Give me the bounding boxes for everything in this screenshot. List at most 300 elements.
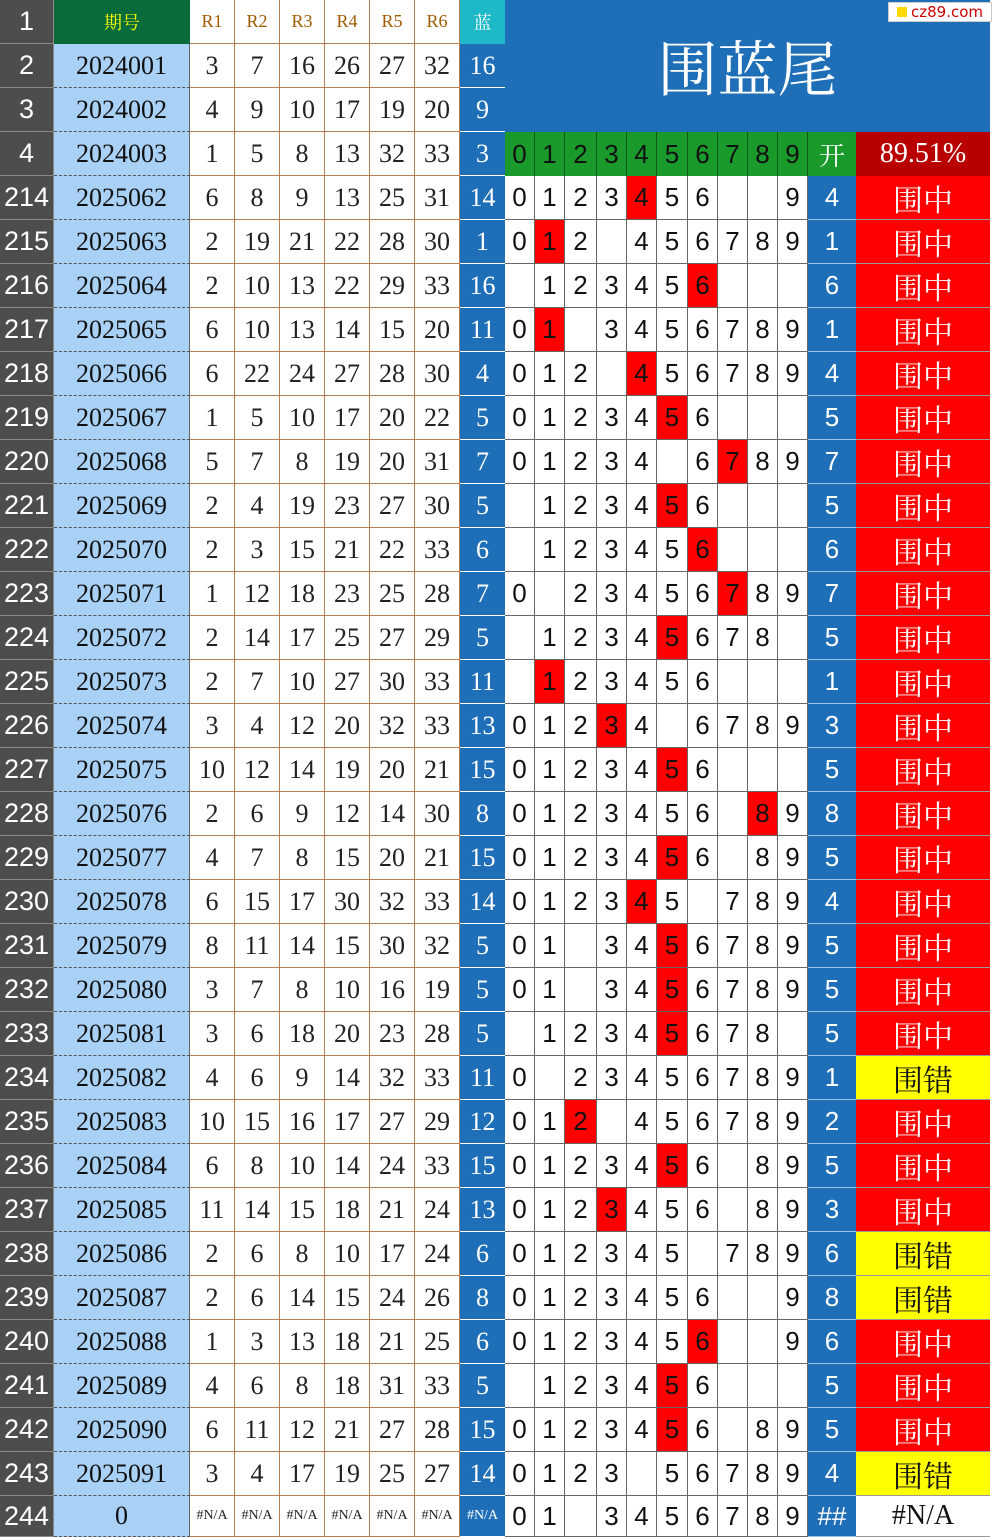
kai-number[interactable]: 5 xyxy=(808,616,856,660)
red-number[interactable]: 24 xyxy=(415,1188,460,1232)
red-number[interactable]: 12 xyxy=(235,572,280,616)
digit-cell[interactable]: 4 xyxy=(627,1188,657,1232)
red-number[interactable]: 26 xyxy=(415,1276,460,1320)
red-number[interactable]: 10 xyxy=(190,1100,235,1144)
kai-number[interactable]: 8 xyxy=(808,792,856,836)
red-number[interactable]: 3 xyxy=(190,704,235,748)
result-badge[interactable]: 围中 xyxy=(856,440,990,484)
red-number[interactable]: 25 xyxy=(415,1320,460,1364)
digit-cell[interactable] xyxy=(778,484,808,528)
digit-cell[interactable] xyxy=(688,880,718,924)
digit-cell[interactable]: 5 xyxy=(657,572,688,616)
red-number[interactable]: 31 xyxy=(415,176,460,220)
period-cell[interactable]: 2024001 xyxy=(54,44,190,88)
digit-cell[interactable]: 5 xyxy=(657,1364,688,1408)
red-number[interactable]: 4 xyxy=(190,1364,235,1408)
red-number[interactable]: 8 xyxy=(280,440,325,484)
red-number[interactable]: 8 xyxy=(280,132,325,176)
red-number[interactable]: 7 xyxy=(235,660,280,704)
digit-cell[interactable]: 2 xyxy=(565,1276,597,1320)
blue-number[interactable]: 6 xyxy=(460,528,505,572)
blue-number[interactable]: 3 xyxy=(460,132,505,176)
row-number[interactable]: 237 xyxy=(0,1188,54,1232)
red-number[interactable]: 5 xyxy=(235,396,280,440)
red-number[interactable]: 2 xyxy=(190,1232,235,1276)
digit-cell[interactable]: 3 xyxy=(597,968,627,1012)
digit-cell[interactable]: 6 xyxy=(688,1188,718,1232)
row-number[interactable]: 236 xyxy=(0,1144,54,1188)
blue-number[interactable]: 9 xyxy=(460,88,505,132)
digit-cell[interactable]: 3 xyxy=(597,748,627,792)
digit-cell[interactable]: 9 xyxy=(778,1056,808,1100)
red-number[interactable]: 32 xyxy=(370,880,415,924)
red-number[interactable]: 20 xyxy=(415,308,460,352)
red-number[interactable]: 10 xyxy=(280,1144,325,1188)
digit-cell[interactable]: 5 xyxy=(657,1056,688,1100)
digit-cell[interactable]: 7 xyxy=(718,1232,748,1276)
red-number[interactable]: 30 xyxy=(415,484,460,528)
header-red-1[interactable]: R1 xyxy=(190,0,235,44)
digit-cell[interactable]: 1 xyxy=(535,1276,565,1320)
digit-cell[interactable]: 3 xyxy=(597,308,627,352)
digit-cell[interactable]: 2 xyxy=(565,616,597,660)
red-number[interactable]: 15 xyxy=(325,1276,370,1320)
digit-cell[interactable]: 1 xyxy=(535,1320,565,1364)
red-number[interactable]: 20 xyxy=(370,748,415,792)
red-number[interactable]: 18 xyxy=(280,1012,325,1056)
digit-cell[interactable]: 4 xyxy=(627,220,657,264)
digit-cell[interactable]: 2 xyxy=(565,1056,597,1100)
red-number[interactable]: 30 xyxy=(370,924,415,968)
digit-cell[interactable] xyxy=(505,528,535,572)
digit-cell[interactable] xyxy=(748,484,778,528)
red-number[interactable]: 14 xyxy=(370,792,415,836)
red-number[interactable]: 6 xyxy=(235,1364,280,1408)
digit-cell[interactable]: 1 xyxy=(535,924,565,968)
digit-cell[interactable]: 3 xyxy=(597,616,627,660)
kai-number[interactable]: 6 xyxy=(808,528,856,572)
kai-number[interactable]: 1 xyxy=(808,660,856,704)
red-number[interactable]: 15 xyxy=(280,1188,325,1232)
digit-cell[interactable]: 2 xyxy=(565,1232,597,1276)
kai-number[interactable]: 5 xyxy=(808,1364,856,1408)
digit-cell[interactable]: 9 xyxy=(778,1188,808,1232)
period-cell[interactable]: 2025070 xyxy=(54,528,190,572)
red-number[interactable]: 13 xyxy=(325,176,370,220)
row-number[interactable]: 239 xyxy=(0,1276,54,1320)
red-number[interactable]: 32 xyxy=(370,132,415,176)
digit-cell[interactable] xyxy=(748,176,778,220)
digit-cell[interactable]: 8 xyxy=(748,308,778,352)
digit-cell[interactable] xyxy=(505,1364,535,1408)
digit-cell[interactable]: 2 xyxy=(565,572,597,616)
red-number[interactable]: 16 xyxy=(280,1100,325,1144)
red-number[interactable]: 10 xyxy=(235,264,280,308)
period-cell[interactable]: 2025062 xyxy=(54,176,190,220)
digit-cell[interactable] xyxy=(718,748,748,792)
red-number[interactable]: #N/A xyxy=(370,1496,415,1537)
digit-cell[interactable]: 5 xyxy=(657,660,688,704)
period-cell[interactable]: 2025072 xyxy=(54,616,190,660)
red-number[interactable]: 10 xyxy=(280,396,325,440)
red-number[interactable]: 30 xyxy=(415,792,460,836)
red-number[interactable]: 14 xyxy=(280,748,325,792)
blue-number[interactable]: 5 xyxy=(460,616,505,660)
digit-cell[interactable]: 4 xyxy=(627,924,657,968)
digit-cell[interactable]: 1 xyxy=(535,704,565,748)
red-number[interactable]: 15 xyxy=(325,924,370,968)
row-number[interactable]: 219 xyxy=(0,396,54,440)
red-number[interactable]: #N/A xyxy=(190,1496,235,1537)
digit-header-5[interactable]: 5 xyxy=(657,132,688,176)
digit-cell[interactable]: 5 xyxy=(657,616,688,660)
row-number[interactable]: 244 xyxy=(0,1496,54,1537)
red-number[interactable]: 18 xyxy=(325,1364,370,1408)
blue-number[interactable]: 14 xyxy=(460,880,505,924)
blue-number[interactable]: 5 xyxy=(460,396,505,440)
red-number[interactable]: 25 xyxy=(370,572,415,616)
red-number[interactable]: 8 xyxy=(235,1144,280,1188)
digit-cell[interactable]: 6 xyxy=(688,308,718,352)
red-number[interactable]: 30 xyxy=(370,660,415,704)
red-number[interactable]: 15 xyxy=(280,528,325,572)
digit-cell[interactable]: 4 xyxy=(627,1320,657,1364)
red-number[interactable]: 12 xyxy=(280,1408,325,1452)
red-number[interactable]: 10 xyxy=(280,88,325,132)
digit-cell[interactable]: 2 xyxy=(565,440,597,484)
blue-number[interactable]: 1 xyxy=(460,220,505,264)
result-badge[interactable]: 围中 xyxy=(856,704,990,748)
red-number[interactable]: 28 xyxy=(370,220,415,264)
digit-cell[interactable]: 2 xyxy=(565,660,597,704)
red-number[interactable]: 7 xyxy=(235,968,280,1012)
digit-cell[interactable]: 0 xyxy=(505,880,535,924)
header-period[interactable]: 期号 xyxy=(54,0,190,44)
red-number[interactable]: 3 xyxy=(235,528,280,572)
red-number[interactable]: 10 xyxy=(280,660,325,704)
red-number[interactable]: 8 xyxy=(235,176,280,220)
red-number[interactable]: 9 xyxy=(235,88,280,132)
red-number[interactable]: 14 xyxy=(280,1276,325,1320)
digit-cell[interactable]: 0 xyxy=(505,1100,535,1144)
result-badge[interactable]: 围中 xyxy=(856,616,990,660)
digit-cell[interactable]: 4 xyxy=(627,660,657,704)
kai-number[interactable]: 5 xyxy=(808,748,856,792)
kai-number[interactable]: 5 xyxy=(808,484,856,528)
digit-cell[interactable]: 1 xyxy=(535,352,565,396)
period-cell[interactable]: 2025077 xyxy=(54,836,190,880)
red-number[interactable]: 29 xyxy=(415,616,460,660)
digit-cell[interactable]: 1 xyxy=(535,396,565,440)
digit-cell[interactable] xyxy=(718,176,748,220)
row-number[interactable]: 218 xyxy=(0,352,54,396)
digit-cell[interactable]: 4 xyxy=(627,1144,657,1188)
digit-cell[interactable] xyxy=(505,616,535,660)
digit-cell[interactable]: 5 xyxy=(657,484,688,528)
red-number[interactable]: 24 xyxy=(280,352,325,396)
page-title[interactable]: 围蓝尾 xyxy=(505,0,990,132)
digit-cell[interactable]: 2 xyxy=(565,748,597,792)
red-number[interactable]: 20 xyxy=(370,396,415,440)
digit-cell[interactable]: 6 xyxy=(688,968,718,1012)
red-number[interactable]: 31 xyxy=(415,440,460,484)
red-number[interactable]: 22 xyxy=(235,352,280,396)
digit-cell[interactable]: 2 xyxy=(565,176,597,220)
red-number[interactable]: 19 xyxy=(280,484,325,528)
digit-cell[interactable]: 2 xyxy=(565,836,597,880)
digit-cell[interactable]: 3 xyxy=(597,1320,627,1364)
digit-cell[interactable]: 8 xyxy=(748,924,778,968)
digit-cell[interactable]: 3 xyxy=(597,572,627,616)
row-number[interactable]: 223 xyxy=(0,572,54,616)
red-number[interactable]: 4 xyxy=(235,484,280,528)
period-cell[interactable]: 2025065 xyxy=(54,308,190,352)
digit-cell[interactable]: 1 xyxy=(535,1012,565,1056)
digit-cell[interactable]: 2 xyxy=(565,264,597,308)
blue-number[interactable]: 13 xyxy=(460,704,505,748)
period-cell[interactable]: 2025081 xyxy=(54,1012,190,1056)
red-number[interactable]: 22 xyxy=(415,396,460,440)
digit-cell[interactable]: 2 xyxy=(565,484,597,528)
red-number[interactable]: 17 xyxy=(370,1232,415,1276)
digit-cell[interactable]: 2 xyxy=(565,1408,597,1452)
red-number[interactable]: 27 xyxy=(370,484,415,528)
red-number[interactable]: 4 xyxy=(190,88,235,132)
red-number[interactable]: 33 xyxy=(415,132,460,176)
red-number[interactable]: 28 xyxy=(370,352,415,396)
digit-cell[interactable]: 6 xyxy=(688,1100,718,1144)
digit-cell[interactable]: 3 xyxy=(597,1012,627,1056)
red-number[interactable]: 6 xyxy=(190,1144,235,1188)
digit-cell[interactable]: 4 xyxy=(627,1232,657,1276)
digit-cell[interactable]: 8 xyxy=(748,572,778,616)
kai-number[interactable]: 3 xyxy=(808,704,856,748)
red-number[interactable]: 4 xyxy=(190,1056,235,1100)
red-number[interactable]: 8 xyxy=(280,968,325,1012)
digit-cell[interactable]: 4 xyxy=(627,352,657,396)
digit-cell[interactable]: 1 xyxy=(535,616,565,660)
red-number[interactable]: 16 xyxy=(280,44,325,88)
digit-cell[interactable]: 5 xyxy=(657,264,688,308)
digit-cell[interactable]: 2 xyxy=(565,1452,597,1496)
digit-cell[interactable]: 3 xyxy=(597,440,627,484)
digit-cell[interactable]: 4 xyxy=(627,528,657,572)
digit-cell[interactable]: 6 xyxy=(688,924,718,968)
red-number[interactable]: 2 xyxy=(190,528,235,572)
digit-cell[interactable] xyxy=(597,220,627,264)
period-cell[interactable]: 2025074 xyxy=(54,704,190,748)
red-number[interactable]: 28 xyxy=(415,1408,460,1452)
digit-header-4[interactable]: 4 xyxy=(627,132,657,176)
digit-cell[interactable] xyxy=(718,484,748,528)
digit-cell[interactable]: 7 xyxy=(718,440,748,484)
digit-cell[interactable] xyxy=(748,1276,778,1320)
digit-cell[interactable]: 0 xyxy=(505,440,535,484)
red-number[interactable]: 20 xyxy=(370,440,415,484)
blue-number[interactable]: 15 xyxy=(460,1408,505,1452)
red-number[interactable]: 6 xyxy=(190,176,235,220)
digit-cell[interactable]: 6 xyxy=(688,176,718,220)
red-number[interactable]: 21 xyxy=(415,748,460,792)
digit-cell[interactable]: 8 xyxy=(748,1232,778,1276)
digit-cell[interactable]: 4 xyxy=(627,484,657,528)
period-cell[interactable]: 2024003 xyxy=(54,132,190,176)
period-cell[interactable]: 2025075 xyxy=(54,748,190,792)
digit-cell[interactable]: 2 xyxy=(565,528,597,572)
red-number[interactable]: 19 xyxy=(370,88,415,132)
digit-cell[interactable]: 9 xyxy=(778,792,808,836)
row-number[interactable]: 232 xyxy=(0,968,54,1012)
digit-cell[interactable]: 5 xyxy=(657,528,688,572)
digit-cell[interactable]: 4 xyxy=(627,396,657,440)
digit-cell[interactable]: 4 xyxy=(627,704,657,748)
red-number[interactable]: 9 xyxy=(280,176,325,220)
kai-number[interactable]: 5 xyxy=(808,968,856,1012)
red-number[interactable]: 14 xyxy=(325,1144,370,1188)
digit-cell[interactable]: 4 xyxy=(627,1496,657,1537)
row-number[interactable]: 220 xyxy=(0,440,54,484)
period-cell[interactable]: 2025087 xyxy=(54,1276,190,1320)
digit-cell[interactable]: 5 xyxy=(657,836,688,880)
red-number[interactable]: 17 xyxy=(325,1100,370,1144)
blue-number[interactable]: 11 xyxy=(460,1056,505,1100)
digit-cell[interactable]: 5 xyxy=(657,924,688,968)
red-number[interactable]: 14 xyxy=(325,308,370,352)
digit-cell[interactable]: 0 xyxy=(505,352,535,396)
red-number[interactable]: 15 xyxy=(370,308,415,352)
header-kai[interactable]: 开 xyxy=(808,132,856,176)
header-red-4[interactable]: R4 xyxy=(325,0,370,44)
digit-cell[interactable]: 7 xyxy=(718,704,748,748)
kai-number[interactable]: 4 xyxy=(808,1452,856,1496)
result-badge[interactable]: 围中 xyxy=(856,528,990,572)
red-number[interactable]: 12 xyxy=(325,792,370,836)
digit-cell[interactable]: 0 xyxy=(505,220,535,264)
kai-number[interactable]: 4 xyxy=(808,880,856,924)
digit-cell[interactable]: 1 xyxy=(535,968,565,1012)
digit-cell[interactable]: 1 xyxy=(535,264,565,308)
blue-number[interactable]: 12 xyxy=(460,1100,505,1144)
red-number[interactable]: 14 xyxy=(235,616,280,660)
digit-cell[interactable]: 1 xyxy=(535,748,565,792)
result-badge[interactable]: 围中 xyxy=(856,1408,990,1452)
red-number[interactable]: 32 xyxy=(415,44,460,88)
blue-number[interactable]: 11 xyxy=(460,308,505,352)
red-number[interactable]: 21 xyxy=(325,1408,370,1452)
kai-number[interactable]: 5 xyxy=(808,1408,856,1452)
red-number[interactable]: 27 xyxy=(325,660,370,704)
red-number[interactable]: 4 xyxy=(235,704,280,748)
row-number[interactable]: 3 xyxy=(0,88,54,132)
blue-number[interactable]: 6 xyxy=(460,1320,505,1364)
red-number[interactable]: 3 xyxy=(190,968,235,1012)
red-number[interactable]: #N/A xyxy=(280,1496,325,1537)
digit-cell[interactable]: 7 xyxy=(718,1452,748,1496)
kai-number[interactable]: 6 xyxy=(808,264,856,308)
digit-cell[interactable] xyxy=(718,396,748,440)
red-number[interactable]: 14 xyxy=(280,924,325,968)
digit-cell[interactable] xyxy=(718,1320,748,1364)
digit-cell[interactable]: 5 xyxy=(657,1100,688,1144)
red-number[interactable]: 15 xyxy=(235,880,280,924)
digit-cell[interactable]: 5 xyxy=(657,1276,688,1320)
digit-cell[interactable]: 1 xyxy=(535,1364,565,1408)
red-number[interactable]: 2 xyxy=(190,484,235,528)
digit-cell[interactable]: 1 xyxy=(535,836,565,880)
red-number[interactable]: 14 xyxy=(235,1188,280,1232)
digit-cell[interactable]: 7 xyxy=(718,352,748,396)
red-number[interactable]: 22 xyxy=(325,220,370,264)
result-badge[interactable]: 围错 xyxy=(856,1232,990,1276)
digit-cell[interactable]: 0 xyxy=(505,748,535,792)
digit-cell[interactable]: 4 xyxy=(627,748,657,792)
digit-cell[interactable]: 5 xyxy=(657,968,688,1012)
period-cell[interactable]: 2025067 xyxy=(54,396,190,440)
period-cell[interactable]: 0 xyxy=(54,1496,190,1537)
digit-cell[interactable]: 4 xyxy=(627,264,657,308)
red-number[interactable]: #N/A xyxy=(415,1496,460,1537)
red-number[interactable]: 10 xyxy=(235,308,280,352)
result-badge[interactable]: 围中 xyxy=(856,792,990,836)
kai-number[interactable]: 5 xyxy=(808,1144,856,1188)
digit-cell[interactable]: 3 xyxy=(597,1496,627,1537)
red-number[interactable]: 3 xyxy=(190,44,235,88)
red-number[interactable]: 2 xyxy=(190,1276,235,1320)
digit-cell[interactable]: 8 xyxy=(748,1144,778,1188)
row-number[interactable]: 231 xyxy=(0,924,54,968)
row-number[interactable]: 227 xyxy=(0,748,54,792)
digit-cell[interactable]: 4 xyxy=(627,792,657,836)
red-number[interactable]: 24 xyxy=(370,1276,415,1320)
digit-cell[interactable] xyxy=(718,792,748,836)
digit-cell[interactable]: 5 xyxy=(657,1144,688,1188)
digit-cell[interactable] xyxy=(718,1188,748,1232)
digit-cell[interactable]: 6 xyxy=(688,704,718,748)
red-number[interactable]: 3 xyxy=(190,1012,235,1056)
digit-cell[interactable]: 9 xyxy=(778,220,808,264)
digit-cell[interactable] xyxy=(657,440,688,484)
red-number[interactable]: 14 xyxy=(325,1056,370,1100)
digit-cell[interactable]: 9 xyxy=(778,1276,808,1320)
red-number[interactable]: 21 xyxy=(325,528,370,572)
period-cell[interactable]: 2025084 xyxy=(54,1144,190,1188)
digit-cell[interactable]: 6 xyxy=(688,1408,718,1452)
digit-cell[interactable]: 0 xyxy=(505,836,535,880)
digit-cell[interactable]: 0 xyxy=(505,1320,535,1364)
digit-cell[interactable]: 3 xyxy=(597,880,627,924)
digit-header-0[interactable]: 0 xyxy=(505,132,535,176)
digit-cell[interactable]: 8 xyxy=(748,220,778,264)
red-number[interactable]: 17 xyxy=(280,1452,325,1496)
digit-cell[interactable]: 5 xyxy=(657,1320,688,1364)
period-cell[interactable]: 2025083 xyxy=(54,1100,190,1144)
digit-cell[interactable]: 8 xyxy=(748,1452,778,1496)
digit-cell[interactable]: 6 xyxy=(688,748,718,792)
digit-cell[interactable]: 9 xyxy=(778,880,808,924)
digit-cell[interactable]: 9 xyxy=(778,308,808,352)
digit-cell[interactable]: 7 xyxy=(718,1056,748,1100)
period-cell[interactable]: 2025066 xyxy=(54,352,190,396)
red-number[interactable]: 3 xyxy=(190,1452,235,1496)
digit-cell[interactable] xyxy=(718,1364,748,1408)
digit-cell[interactable]: 8 xyxy=(748,1188,778,1232)
kai-number[interactable]: 1 xyxy=(808,1056,856,1100)
digit-cell[interactable]: 8 xyxy=(748,704,778,748)
digit-cell[interactable]: 3 xyxy=(597,836,627,880)
period-cell[interactable]: 2025071 xyxy=(54,572,190,616)
red-number[interactable]: 17 xyxy=(325,88,370,132)
digit-cell[interactable]: 5 xyxy=(657,748,688,792)
